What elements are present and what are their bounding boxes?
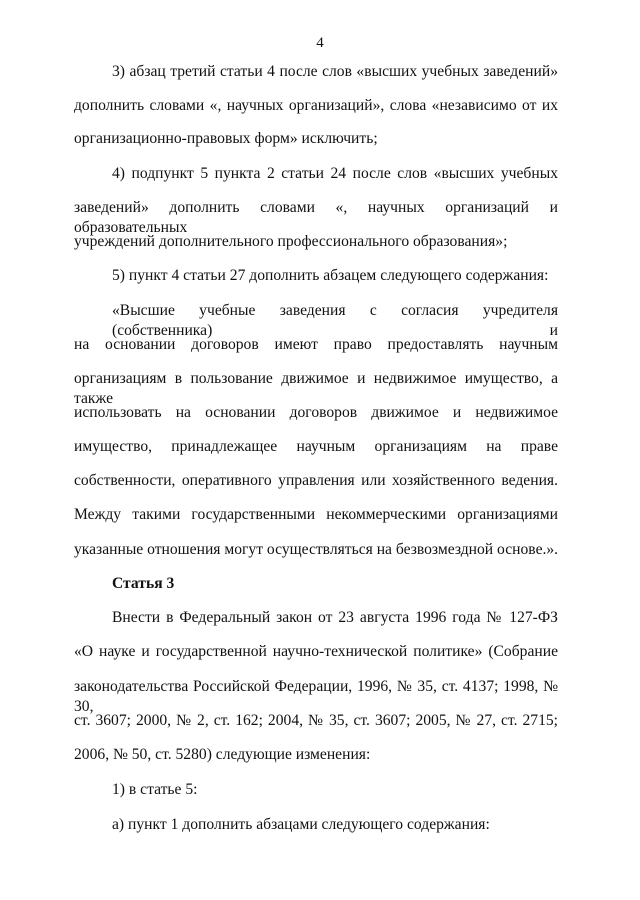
text-line: законодательства Российской Федерации, 1996, № 35, ст. 4137; 1998, № 30, [74, 678, 558, 715]
text-line: «Высшие учебные заведения с согласия учредителя (собственника) и [112, 302, 558, 339]
text-line: 1) в статье 5: [112, 781, 198, 798]
text-line: на основании договоров имеют право предоставлять научным [74, 336, 558, 353]
text-line: Между такими государственными некоммерческими организациями [74, 506, 558, 523]
text-line: 3) абзац третий статьи 4 после слов «высших учебных заведений» [112, 63, 558, 80]
text-line: заведений» дополнить словами «, научных организаций и образовательных [74, 199, 558, 236]
text-line: учреждений дополнительного профессионального образования»; [74, 233, 508, 250]
article-heading: Статья 3 [112, 575, 175, 592]
text-line: организациям в пользование движимое и недвижимое имущество, а также [74, 370, 558, 407]
text-line: использовать на основании договоров движимое и недвижимое [74, 404, 558, 421]
text-line: указанные отношения могут осуществляться на безвозмездной основе.». [74, 541, 558, 558]
text-line: 5) пункт 4 статьи 27 дополнить абзацем следующего содержания: [112, 267, 549, 284]
text-line: а) пункт 1 дополнить абзацами следующего содержания: [112, 816, 490, 833]
text-line: имущество, принадлежащее научным организациям на праве [74, 438, 558, 455]
text-line: Внести в Федеральный закон от 23 августа 1996 года № 127-ФЗ [112, 609, 558, 626]
text-line: «О науке и государственной научно-технической политике» (Собрание [74, 643, 558, 660]
text-line: собственности, оперативного управления или хозяйственного ведения. [74, 472, 558, 489]
text-line: 4) подпункт 5 пункта 2 статьи 24 после слов «высших учебных [112, 165, 558, 182]
text-line: 2006, № 50, ст. 5280) следующие изменения: [74, 746, 371, 763]
page-number: 4 [316, 35, 324, 51]
text-line: ст. 3607; 2000, № 2, ст. 162; 2004, № 35, ст. 3607; 2005, № 27, ст. 2715; [74, 712, 558, 729]
text-line: организационно-правовых форм» исключить; [74, 130, 378, 147]
text-line: дополнить словами «, научных организаций», слова «независимо от их [74, 97, 558, 114]
